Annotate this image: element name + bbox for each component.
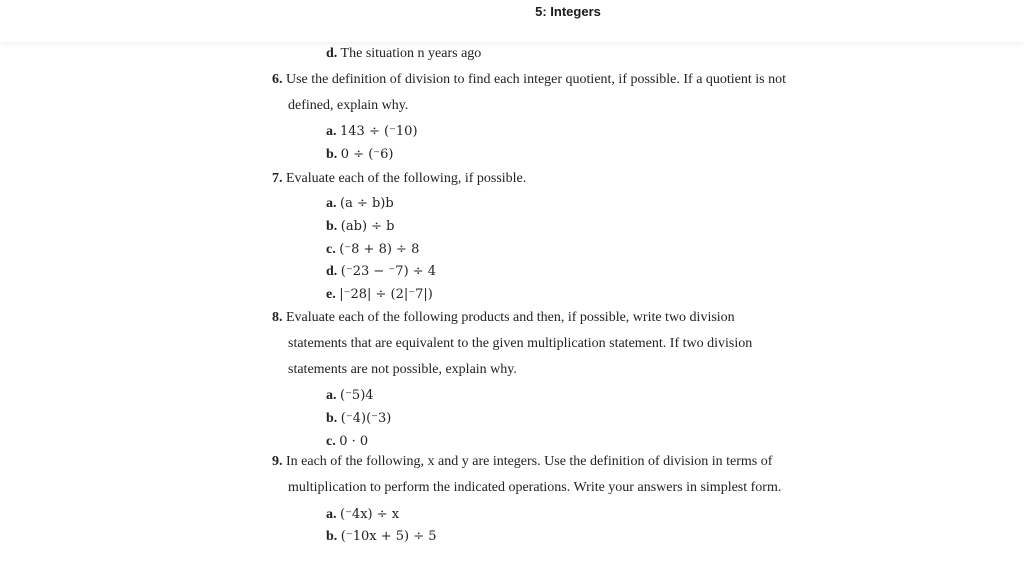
item-text: 0 · 0 bbox=[339, 434, 369, 449]
item-text: (⁻5)4 bbox=[340, 388, 374, 403]
page-title: 5: Integers bbox=[535, 4, 601, 19]
problem-9-continued bbox=[288, 480, 781, 496]
item-text: (ab) ÷ b bbox=[340, 219, 395, 234]
item-text: (⁻10x + 5) ÷ 5 bbox=[340, 529, 437, 544]
problem-7d bbox=[326, 264, 436, 280]
item-label: c. bbox=[326, 242, 336, 257]
item-label: b. bbox=[326, 147, 338, 162]
problem-8c bbox=[326, 434, 368, 450]
problem-text: defined, explain why. bbox=[288, 98, 409, 113]
problem-7 bbox=[272, 171, 526, 187]
item-text: (⁻23 − ⁻7) ÷ 4 bbox=[340, 264, 437, 279]
problem-number: 8. bbox=[272, 310, 283, 325]
problem-7c bbox=[326, 242, 419, 258]
problem-9 bbox=[272, 454, 772, 470]
problem-text: Evaluate each of the following, if possible. bbox=[286, 171, 527, 186]
problem-9a bbox=[326, 507, 399, 523]
problem-7b bbox=[326, 219, 395, 235]
problem-6-continued bbox=[288, 98, 408, 114]
problem-number: 9. bbox=[272, 454, 283, 469]
problem-text: multiplication to perform the indicated operations. Write your answers in simplest form. bbox=[288, 480, 782, 495]
item-text: (a ÷ b)b bbox=[340, 196, 394, 211]
item-label: b. bbox=[326, 529, 338, 544]
item-text: The situation n years ago bbox=[340, 46, 482, 61]
problem-8-continued-2 bbox=[288, 362, 517, 378]
item-label: d. bbox=[326, 46, 338, 61]
item-text: 0 ÷ (⁻6) bbox=[340, 147, 394, 162]
problem-text: statements are not possible, explain why. bbox=[288, 362, 517, 377]
item-text: (⁻8 + 8) ÷ 8 bbox=[339, 242, 420, 257]
item-label: b. bbox=[326, 411, 338, 426]
problem-number: 7. bbox=[272, 171, 283, 186]
item-text: (⁻4)(⁻3) bbox=[340, 411, 392, 426]
problem-9b bbox=[326, 529, 437, 545]
problem-6a bbox=[326, 124, 418, 140]
bottom-fade-overlay bbox=[0, 545, 1024, 567]
item-label: a. bbox=[326, 507, 337, 522]
problem-8 bbox=[272, 310, 735, 326]
item-label: a. bbox=[326, 196, 337, 211]
problem-text: In each of the following, x and y are integers. Use the definition of division in terms of bbox=[286, 454, 773, 469]
problem-8b bbox=[326, 411, 391, 427]
problem-6 bbox=[272, 72, 786, 88]
problem-text: Evaluate each of the following products and then, if possible, write two division bbox=[286, 310, 735, 325]
item-label: a. bbox=[326, 124, 337, 139]
item-text: |⁻28| ÷ (2|⁻7|) bbox=[339, 287, 433, 302]
problem-text: Use the definition of division to find each integer quotient, if possible. If a quotient is not bbox=[286, 72, 787, 87]
item-label: d. bbox=[326, 264, 338, 279]
problem-number: 6. bbox=[272, 72, 283, 87]
item-text: (⁻4x) ÷ x bbox=[340, 507, 400, 522]
problem-6b bbox=[326, 147, 394, 163]
top-header-bar bbox=[0, 0, 1024, 42]
problem-7e bbox=[326, 287, 433, 303]
problem-7a bbox=[326, 196, 394, 212]
item-label: e. bbox=[326, 287, 336, 302]
item-label: c. bbox=[326, 434, 336, 449]
problem-8a bbox=[326, 388, 374, 404]
problem-8-continued-1 bbox=[288, 336, 752, 352]
item-label: b. bbox=[326, 219, 338, 234]
problem-5d bbox=[326, 46, 481, 62]
problem-text: statements that are equivalent to the given multiplication statement. If two division bbox=[288, 336, 753, 351]
item-text: 143 ÷ (⁻10) bbox=[340, 124, 418, 139]
item-label: a. bbox=[326, 388, 337, 403]
